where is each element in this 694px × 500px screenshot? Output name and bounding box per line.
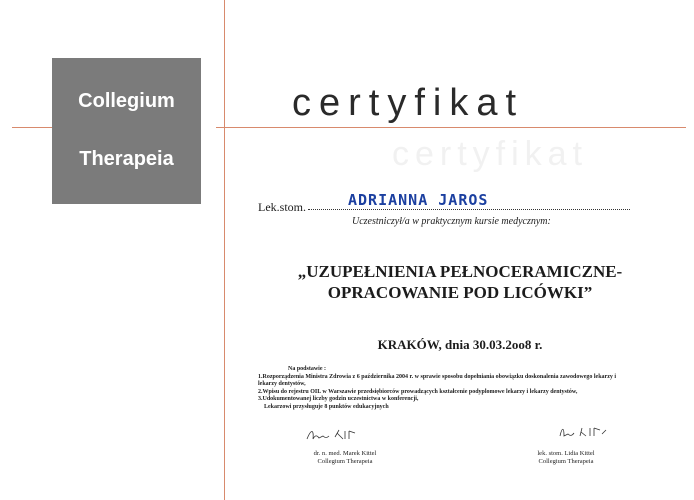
legal-basis-heading: Na podstawie : [288,366,327,372]
logo-line-2: Therapeia [79,148,174,170]
legal-basis-line: 2.Wpisu do rejestru OIL w Warszawie przedsiębiorców prowadzących kształcenie podyplomowe lekarzy i lekarzy dentystów, [258,388,578,395]
signature-left [305,427,371,443]
signatory-name: dr. n. med. Marek Kittel [313,450,377,457]
recipient-name: ADRIANNA JAROS [348,191,489,209]
title-watermark: certyfikat [392,135,589,173]
place-date-text: , dnia 30.03.2oo8 r. [438,337,543,352]
dotted-line [308,209,630,210]
place-city: KRAKÓW [377,337,439,352]
legal-basis [258,366,690,411]
course-title-line-1: „UZUPEŁNIENIA PEŁNOCERAMICZNE- [297,262,623,281]
legal-basis-line: 1.Rozporządzenia Ministra Zdrowia z 6 października 2004 r. w sprawie sposobu dopełniania obowiązku doskonalenia zawodowego lekarzy i [258,373,617,380]
recipient-row [258,191,630,215]
horizontal-rule-right [216,127,686,128]
participation-text: Uczestniczył/a w praktycznym kursie medycznym: [352,216,551,227]
signatory-name: lek. stom. Lidia Kittel [537,450,595,457]
signatory-org: Collegium Therapeia [317,458,373,465]
recipient-prefix: Lek.stom. [258,200,306,214]
signatory-org: Collegium Therapeia [538,458,594,465]
legal-basis-line: Lekarzowi przysługuje 8 punktów edukacyjnych [264,403,389,410]
vertical-rule [224,0,225,500]
signature-block-left [285,450,405,466]
logo-line-1: Collegium [78,90,175,112]
course-title-line-2: OPRACOWANIE POD LICÓWKI” [327,283,593,302]
horizontal-rule-left [12,127,52,128]
logo [52,58,201,204]
legal-basis-line: 3.Udokumentowanej liczby godzin uczestnictwa w konferencji, [258,396,419,402]
place-date [230,337,690,353]
signature-block-right [506,450,626,466]
legal-basis-line: lekarzy dentystów, [258,381,306,387]
signature-right [558,424,608,440]
certificate-title: certyfikat [292,82,525,124]
